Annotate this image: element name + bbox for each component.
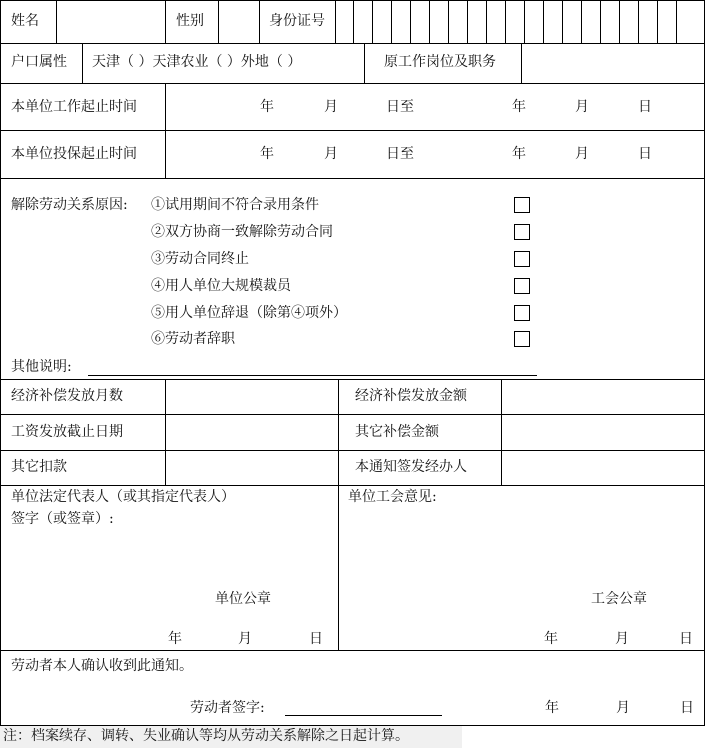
col-line xyxy=(364,43,365,83)
other-notes-input-line[interactable] xyxy=(88,375,537,376)
col-line xyxy=(338,485,339,650)
month-unit: 月 xyxy=(238,631,252,647)
day-unit: 日 xyxy=(679,631,693,647)
day-unit: 日 xyxy=(309,631,323,647)
col-line xyxy=(165,83,166,178)
worker-signature-line[interactable] xyxy=(285,715,442,716)
worker-signature-label: 劳动者签字: xyxy=(190,700,265,716)
legal-rep-label: 单位法定代表人（或其指定代表人） xyxy=(11,489,235,505)
year-unit: 年 xyxy=(512,99,526,115)
year-unit: 年 xyxy=(168,631,182,647)
reason-5-checkbox[interactable] xyxy=(514,305,530,321)
reason-4-checkbox[interactable] xyxy=(514,278,530,294)
reason-3-checkbox[interactable] xyxy=(514,251,530,267)
row-line xyxy=(0,178,705,179)
union-opinion-label: 单位工会意见: xyxy=(348,489,437,505)
comp-months-field[interactable] xyxy=(166,380,337,414)
reason-1: ①试用期间不符合录用条件 xyxy=(151,197,319,213)
row-line xyxy=(0,130,705,131)
reason-3: ③劳动合同终止 xyxy=(151,251,249,267)
id-number-field[interactable] xyxy=(336,1,704,42)
month-unit: 月 xyxy=(575,146,589,162)
union-seal-label: 工会公章 xyxy=(591,591,647,607)
reason-6-checkbox[interactable] xyxy=(514,331,530,347)
border-left xyxy=(0,0,1,726)
hukou-label: 户口属性 xyxy=(11,54,67,70)
row-line xyxy=(0,650,705,651)
month-unit: 月 xyxy=(616,700,630,716)
year-unit: 年 xyxy=(545,700,559,716)
day-unit: 日 xyxy=(638,99,652,115)
day-unit: 日 xyxy=(680,700,694,716)
other-deduction-label: 其它扣款 xyxy=(11,459,67,475)
month-unit: 月 xyxy=(575,99,589,115)
col-line xyxy=(259,0,260,43)
insured-period-label: 本单位投保起止时间 xyxy=(11,146,137,162)
col-line xyxy=(338,379,339,485)
signature-or-seal-label: 签字（或签章）: xyxy=(11,511,114,527)
month-unit: 月 xyxy=(324,99,338,115)
comp-amount-field[interactable] xyxy=(502,380,704,414)
reason-1-checkbox[interactable] xyxy=(514,197,530,213)
reason-2: ②双方协商一致解除劳动合同 xyxy=(151,224,333,240)
gender-label: 性别 xyxy=(176,13,204,29)
row-line xyxy=(0,83,705,84)
day-to-unit: 日至 xyxy=(386,146,414,162)
other-notes-label: 其他说明: xyxy=(11,359,72,375)
year-unit: 年 xyxy=(544,631,558,647)
month-unit: 月 xyxy=(324,146,338,162)
comp-amount-label: 经济补偿发放金额 xyxy=(355,388,467,404)
id-number-label: 身份证号 xyxy=(269,13,325,29)
row-line xyxy=(0,485,705,486)
gender-field[interactable] xyxy=(219,1,258,42)
other-comp-label: 其它补偿金额 xyxy=(355,424,439,440)
col-line xyxy=(82,43,83,83)
reason-2-checkbox[interactable] xyxy=(514,224,530,240)
comp-months-label: 经济补偿发放月数 xyxy=(11,388,123,404)
reason-4: ④用人单位大规模裁员 xyxy=(151,278,291,294)
hukou-options[interactable]: 天津（ ）天津农业（ ）外地（ ） xyxy=(92,54,302,70)
year-unit: 年 xyxy=(260,99,274,115)
month-unit: 月 xyxy=(615,631,629,647)
name-label: 姓名 xyxy=(11,13,39,29)
day-unit: 日 xyxy=(638,146,652,162)
wage-end-date-field[interactable] xyxy=(166,415,337,450)
handler-field[interactable] xyxy=(502,451,704,485)
col-line xyxy=(165,0,166,43)
year-unit: 年 xyxy=(260,146,274,162)
original-post-label: 原工作岗位及职务 xyxy=(384,54,496,70)
worker-confirmation-text: 劳动者本人确认收到此通知。 xyxy=(11,658,193,674)
other-deduction-field[interactable] xyxy=(166,451,337,485)
termination-reason-label: 解除劳动关系原因: xyxy=(11,197,128,213)
reason-6: ⑥劳动者辞职 xyxy=(151,331,235,347)
footnote: 注：档案续存、调转、失业确认等均从劳动关系解除之日起计算。 xyxy=(0,726,462,748)
wage-end-date-label: 工资发放截止日期 xyxy=(11,424,123,440)
original-post-field[interactable] xyxy=(522,44,704,83)
year-unit: 年 xyxy=(512,146,526,162)
unit-seal-label: 单位公章 xyxy=(215,591,271,607)
work-period-label: 本单位工作起止时间 xyxy=(11,99,137,115)
other-comp-field[interactable] xyxy=(502,415,704,450)
handler-label: 本通知签发经办人 xyxy=(355,459,467,475)
name-field[interactable] xyxy=(57,1,164,42)
day-to-unit: 日至 xyxy=(386,99,414,115)
reason-5: ⑤用人单位辞退（除第④项外） xyxy=(151,305,347,321)
